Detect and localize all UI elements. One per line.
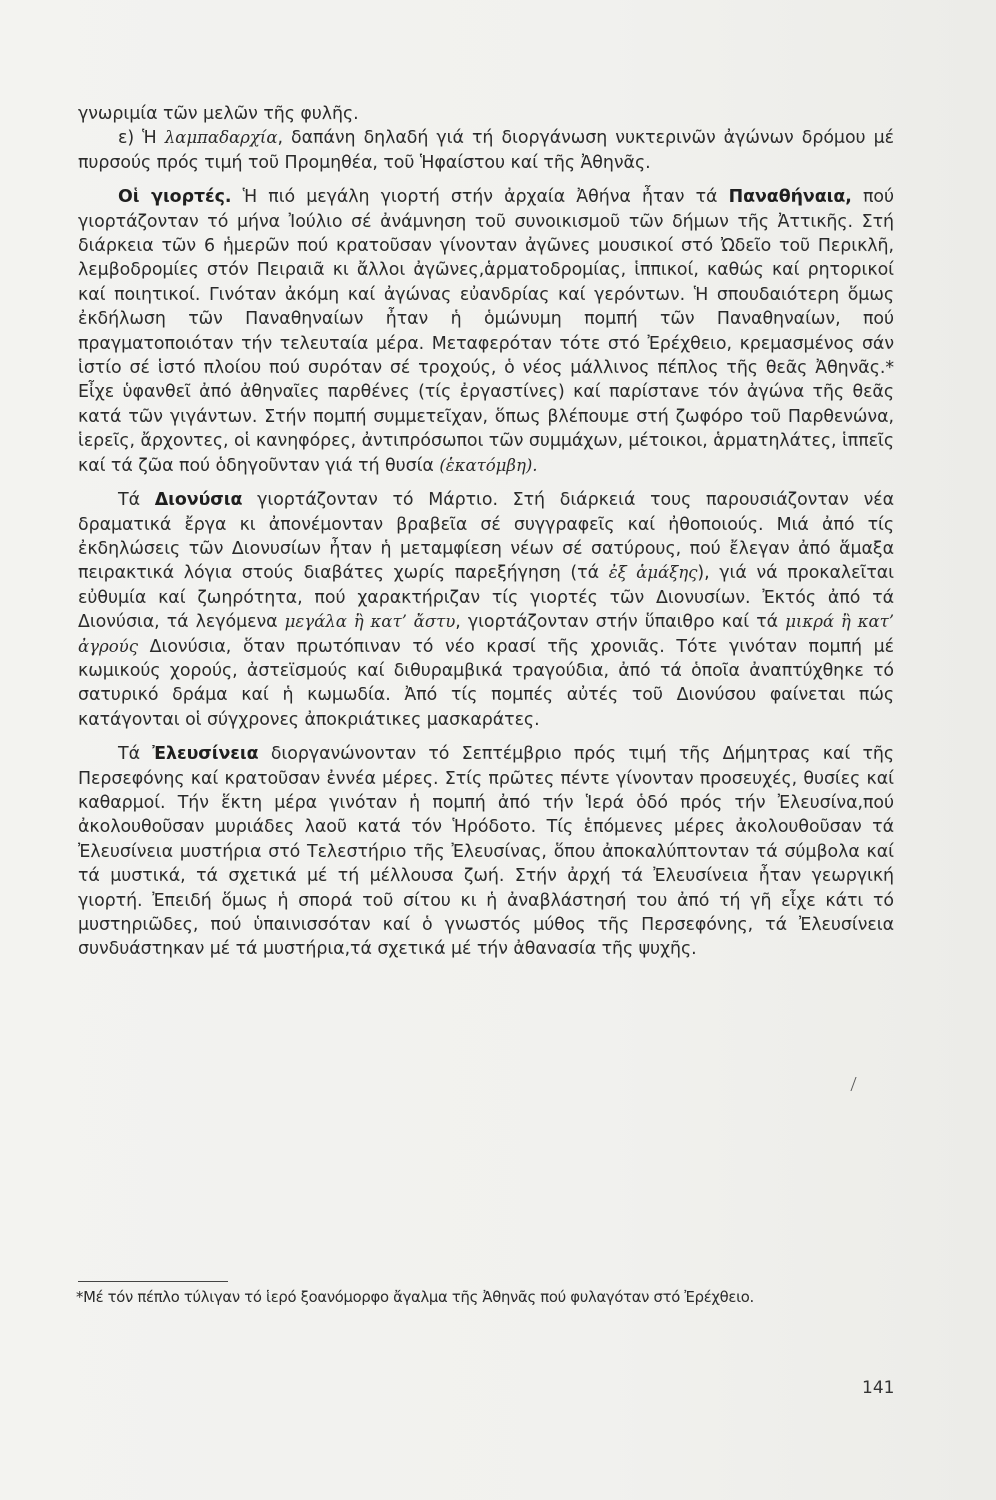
footnote: *Μέ τόν πέπλο τύλιγαν τό ἱερό ξοανόμορφο ἄγαλμα τῆς Ἀθηνᾶς πού φυλαγόταν στό Ἐρέχθειο. bbox=[76, 1289, 754, 1306]
text-run: Τά bbox=[118, 744, 153, 765]
italic-term: μικρά ἢ κατ’ ἀγρούς bbox=[78, 612, 895, 656]
italic-term: (ἑκατόμβη). bbox=[439, 455, 538, 475]
text-run: Διονύσια, ὅταν πρωτόπιναν τό νέο κρασί τῆς χρονιᾶς. Τότε γινόταν πομπή μέ κωμικούς χορούς, ἀστεϊσμούς καί διθυραμβικά τραγούδια, ἀπό τά ὁποῖα ἀναπτύχθηκε τό σατυρικό δράμα καί ἡ κωμωδία. Ἀπό τίς πομπές αὐτές τοῦ Διονύσου φαίνεται πώς κατάγονται οἱ σύγχρονες ἀποκριάτικες μασκαράτες. bbox=[78, 636, 894, 730]
text-run: διοργανώνονταν τό Σεπτέμβριο πρός τιμή τῆς Δήμητρας καί τῆς Περσεφόνης καί κρατοῦσαν ἐννέα μέρες. Στίς πρῶτες πέντε γίνονταν προσευχές, θυσίες καί καθαρμοί. Τήν ἕκτη μέρα γινόταν ἡ πομπή ἀπό τήν Ἱερά ὁδό πρός τήν Ἐλευσίνα,πού ἀκολουθοῦσαν μυριάδες λαοῦ κατά τόν Ἡρόδοτο. Τίς ἑπόμενες μέρες ἀκολουθοῦσαν τά Ἐλευσίνεια μυστήρια στό Τελεστήριο τῆς Ἐλευσίνας, ὅπου ἀποκαλύπτονταν τά σύμβολα καί τά μυστικά, τά σχετικά μέ τή μέλλουσα ζωή. Στήν ἀρχή τά Ἐλευσίνεια ἦταν γεωργική γιορτή. Ἐπειδή ὅμως ἡ σπορά τοῦ σίτου κι ἡ ἀναβλάστησή του ἀπό τή γῆ εἶχε κάτι τό μυστηριῶδες, πού ὑπαινισσόταν καί ὁ γνωστός μύθος τῆς Περσεφόνης, τά Ἐλευσίνεια συνδυάστηκαν μέ τά μυστήρια,τά σχετικά μέ τήν ἀθανασία τῆς ψυχῆς. bbox=[78, 744, 895, 960]
bold-term: Διονύσια bbox=[154, 490, 243, 511]
text-run: γνωριμία τῶν μελῶν τῆς φυλῆς. bbox=[78, 104, 359, 124]
paragraph-p3 bbox=[78, 185, 894, 478]
paragraph-gap bbox=[78, 478, 894, 488]
paragraph-gap bbox=[78, 732, 894, 742]
bold-term: Οἱ γιορτές. bbox=[118, 187, 232, 208]
italic-term: μεγάλα ἢ κατ’ ἄστυ bbox=[284, 612, 456, 632]
paragraph-p5 bbox=[78, 742, 894, 962]
page-number: 141 bbox=[862, 1378, 895, 1398]
paragraph-p4 bbox=[78, 488, 894, 732]
pencil-mark bbox=[850, 1077, 862, 1091]
text-run: ), γιά νά προκαλεῖται εὐθυμία καί ζωηρότητα, πού χαρακτήριζαν τίς γιορτές τῶν Διονυσίων. Ἐκτός ἀπό τά Διονύσια, τά λεγόμενα bbox=[78, 563, 894, 633]
text-run: , δαπάνη δηλαδή γιά τή διοργάνωση νυκτερινῶν ἀγώνων δρόμου μέ πυρσούς πρός τιμή τοῦ Προμηθέα, τοῦ Ἡφαίστου καί τῆς Ἀθηνᾶς. bbox=[78, 128, 894, 173]
footnote-separator bbox=[78, 1281, 228, 1282]
bold-term: Παναθήναια, bbox=[728, 187, 852, 208]
text-run: , γιορτάζονταν στήν ὕπαιθρο καί τά bbox=[455, 612, 786, 633]
text-run: Τά bbox=[118, 490, 155, 511]
text-run: γιορτάζονταν τό Μάρτιο. Στή διάρκειά τους παρουσιάζονταν νέα δραματικά ἔργα κι ἀπονέμονταν βραβεῖα σέ συγγραφεῖς καί ἠθοποιούς. Μιά ἀπό τίς ἐκδηλώσεις τῶν Διονυσίων ἦταν ἡ μεταμφίεση νέων σέ σατύρους, πού ἔλεγαν ἀπό ἅμαξα πειρακτικά λόγια στούς διαβάτες χωρίς παρεξήγηση (τά bbox=[78, 490, 894, 584]
text-run: Ἡ πιό μεγάλη γιορτή στήν ἀρχαία Ἀθήνα ἦταν τά bbox=[231, 187, 729, 208]
body-text bbox=[78, 102, 894, 962]
bold-term: Ἐλευσίνεια bbox=[152, 744, 259, 765]
italic-term: ἐξ ἁμάξης bbox=[608, 563, 698, 583]
paragraph-p1 bbox=[78, 102, 894, 126]
paragraph-p2 bbox=[78, 126, 894, 175]
text-run: ε) Ἡ bbox=[118, 128, 165, 149]
italic-term: λαμπαδαρχία bbox=[164, 128, 278, 148]
text-run: πού γιορτάζονταν τό μήνα Ἰούλιο σέ ἀνάμνηση τοῦ συνοικισμοῦ τῶν δήμων τῆς Ἀττικῆς. Στή διάρκεια τῶν 6 ἡμερῶν πού κρατοῦσαν γίνονταν ἀγῶνες μουσικοί στό Ὠδεῖο τοῦ Περικλῆ, λεμβοδρομίες στόν Πειραιᾶ κι ἄλλοι ἀγῶνες,ἁρματοδρομίας, ἱππικοί, καθώς καί ρητορικοί καί ποιητικοί. Γινόταν ἀκόμη καί ἀγώνας εὐανδρίας καί γερόντων. Ἡ σπουδαιότερη ὅμως ἐκδήλωση τῶν Παναθηναίων ἦταν ἡ ὁμώνυμη πομπή τῶν Παναθηναίων, πού πραγματοποιόταν τήν τελευταία μέρα. Μεταφερόταν τότε στό Ἐρέχθειο, κρεμασμένος σάν ἱστίο σέ ἱστό πλοίου πού συρόταν σέ τροχούς, ὁ νέος μάλλινος πέπλος τῆς θεᾶς Ἀθηνᾶς.* Εἶχε ὑφανθεῖ ἀπό ἀθηναῖες παρθένες (τίς ἐργαστίνες) καί παρίστανε τόν ἀγώνα τῆς θεᾶς κατά τῶν γιγάντων. Στήν πομπή συμμετεῖχαν, ὅπως βλέπουμε στή ζωφόρο τοῦ Παρθενώνα, ἱερεῖς, ἄρχοντες, οἱ κανηφόρες, ἀντιπρόσωποι τῶν συμμάχων, μέτοικοι, ἁρματηλάτες, ἱππεῖς καί τά ζῶα πού ὁδηγοῦνταν γιά τή θυσία bbox=[78, 187, 894, 476]
paragraph-gap bbox=[78, 175, 894, 185]
